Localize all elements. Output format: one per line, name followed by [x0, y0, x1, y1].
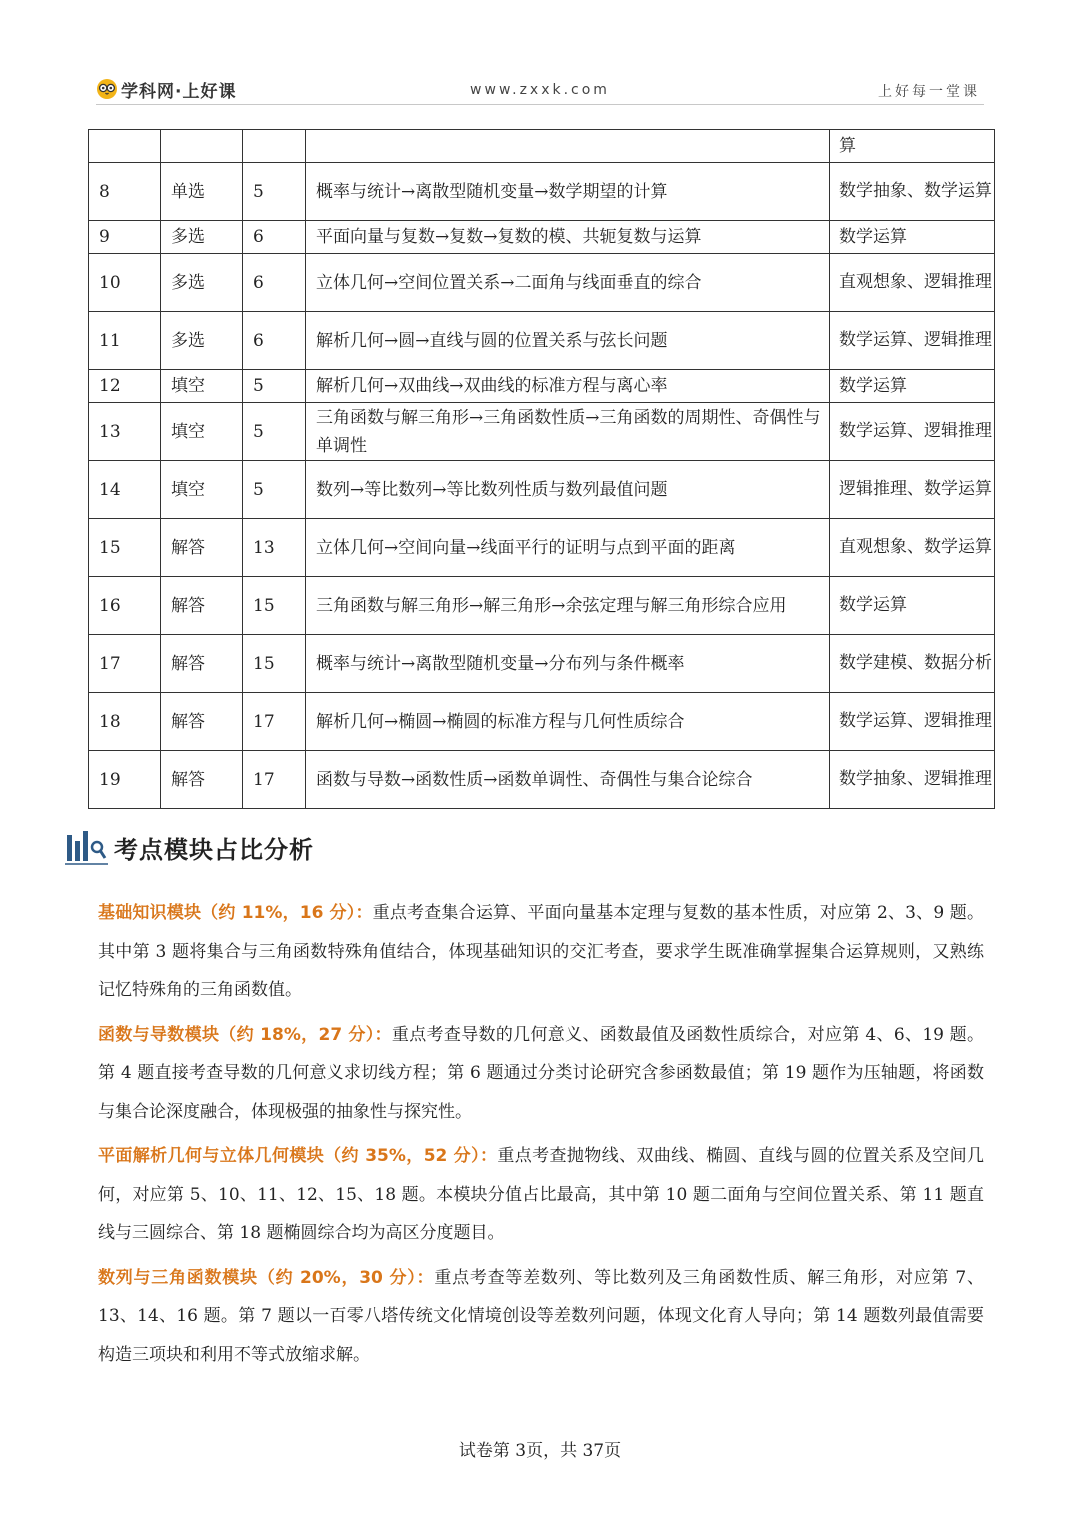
score-cell: 5	[243, 461, 306, 519]
core-competency-cell: 数学运算	[830, 221, 995, 254]
analysis-paragraph	[98, 894, 984, 1010]
paragraph-lead: 基础知识模块（约 11%，16 分）：	[98, 903, 373, 923]
table-row	[89, 693, 995, 751]
analysis-paragraph	[98, 1137, 984, 1253]
question-number-cell: 16	[89, 577, 161, 635]
score-cell	[243, 130, 306, 163]
question-type-cell: 解答	[161, 693, 243, 751]
score-cell: 6	[243, 312, 306, 370]
score-cell: 13	[243, 519, 306, 577]
question-type-cell: 填空	[161, 370, 243, 403]
question-table-body	[89, 130, 995, 809]
question-number-cell: 15	[89, 519, 161, 577]
question-number-cell: 12	[89, 370, 161, 403]
knowledge-point-cell: 函数与导数→函数性质→函数单调性、奇偶性与集合论综合	[306, 751, 830, 809]
analysis-paragraph	[98, 1016, 984, 1132]
core-competency-cell: 直观想象、逻辑推理	[830, 254, 995, 312]
core-competency-cell: 数学抽象、数学运算	[830, 163, 995, 221]
question-type-cell: 多选	[161, 254, 243, 312]
question-table	[88, 129, 995, 809]
knowledge-point-cell: 解析几何→椭圆→椭圆的标准方程与几何性质综合	[306, 693, 830, 751]
table-row	[89, 130, 995, 163]
table-row	[89, 461, 995, 519]
question-type-cell: 单选	[161, 163, 243, 221]
core-competency-cell: 直观想象、数学运算	[830, 519, 995, 577]
core-competency-cell: 数学运算、逻辑推理	[830, 693, 995, 751]
analysis-section	[98, 894, 984, 1380]
knowledge-point-cell: 数列→等比数列→等比数列性质与数列最值问题	[306, 461, 830, 519]
table-row	[89, 577, 995, 635]
score-cell: 5	[243, 163, 306, 221]
table-row	[89, 519, 995, 577]
table-row	[89, 635, 995, 693]
section-title: 考点模块占比分析	[114, 834, 314, 864]
knowledge-point-cell: 三角函数与解三角形→三角函数性质→三角函数的周期性、奇偶性与单调性	[306, 403, 830, 461]
paragraph-text: 重点考查导数的几何意义、函数最值及函数性质综合，对应第 4、6、19 题。第 4 题直接考查导数的几何意义求切线方程；第 6 题通过分类讨论研究含参函数最值；第 19 题作为压轴题，将函数与集合论深度融合，体现极强的抽象性与探究性。	[98, 1024, 985, 1122]
knowledge-point-cell: 解析几何→双曲线→双曲线的标准方程与离心率	[306, 370, 830, 403]
paragraph-lead: 函数与导数模块（约 18%，27 分）：	[98, 1024, 392, 1045]
core-competency-cell: 逻辑推理、数学运算	[830, 461, 995, 519]
paragraph-text: 重点考查等差数列、等比数列及三角函数性质、解三角形，对应第 7、13、14、16 题。第 7 题以一百零八塔传统文化情境创设等差数列问题，体现文化育人导向；第 14 题数列最值需要构造三项块和利用不等式放缩求解。	[98, 1267, 984, 1365]
question-type-cell	[161, 130, 243, 163]
question-number-cell: 17	[89, 635, 161, 693]
question-type-cell: 填空	[161, 403, 243, 461]
core-competency-cell: 数学抽象、逻辑推理	[830, 751, 995, 809]
score-cell: 5	[243, 370, 306, 403]
question-number-cell: 18	[89, 693, 161, 751]
core-competency-cell: 数学建模、数据分析	[830, 635, 995, 693]
score-cell: 5	[243, 403, 306, 461]
paragraph-lead: 数列与三角函数模块（约 20%，30 分）：	[98, 1267, 435, 1288]
score-cell: 15	[243, 577, 306, 635]
score-cell: 6	[243, 254, 306, 312]
knowledge-point-cell: 立体几何→空间位置关系→二面角与线面垂直的综合	[306, 254, 830, 312]
table-row	[89, 751, 995, 809]
question-number-cell: 11	[89, 312, 161, 370]
core-competency-cell: 数学运算	[830, 577, 995, 635]
score-cell: 17	[243, 693, 306, 751]
table-row	[89, 254, 995, 312]
core-competency-cell: 算	[830, 130, 995, 163]
question-type-cell: 多选	[161, 312, 243, 370]
question-type-cell: 解答	[161, 519, 243, 577]
question-number-cell: 9	[89, 221, 161, 254]
knowledge-point-cell: 平面向量与复数→复数→复数的模、共轭复数与运算	[306, 221, 830, 254]
question-number-cell: 19	[89, 751, 161, 809]
question-type-cell: 填空	[161, 461, 243, 519]
logo-text: 学科网·上好课	[121, 81, 237, 102]
question-type-cell: 多选	[161, 221, 243, 254]
question-type-cell: 解答	[161, 577, 243, 635]
table-row	[89, 312, 995, 370]
table-row	[89, 221, 995, 254]
score-cell: 17	[243, 751, 306, 809]
core-competency-cell: 数学运算、逻辑推理	[830, 403, 995, 461]
analysis-paragraph	[98, 1259, 984, 1375]
question-number-cell: 13	[89, 403, 161, 461]
site-url[interactable]: www.zxxk.com	[470, 82, 610, 98]
page-header	[96, 76, 984, 105]
paragraph-text: 重点考查集合运算、平面向量基本定理与复数的基本性质，对应第 2、3、9 题。其中第 3 题将集合与三角函数特殊角值结合，体现基础知识的交汇考查，要求学生既准确掌握集合运算规则，又熟练记忆特殊角的三角函数值。	[98, 903, 984, 1000]
question-number-cell	[89, 130, 161, 163]
table-row	[89, 163, 995, 221]
knowledge-point-cell: 三角函数与解三角形→解三角形→余弦定理与解三角形综合应用	[306, 577, 830, 635]
paragraph-lead: 平面解析几何与立体几何模块（约 35%，52 分）：	[98, 1146, 498, 1166]
question-type-cell: 解答	[161, 635, 243, 693]
knowledge-point-cell	[306, 130, 830, 163]
bar-chart-magnifier-icon	[64, 827, 110, 867]
page-footer: 试卷第 3页，共 37页	[458, 1441, 622, 1461]
table-row	[89, 370, 995, 403]
score-cell: 15	[243, 635, 306, 693]
knowledge-point-cell: 概率与统计→离散型随机变量→数学期望的计算	[306, 163, 830, 221]
core-competency-cell: 数学运算、逻辑推理	[830, 312, 995, 370]
knowledge-point-cell: 解析几何→圆→直线与圆的位置关系与弦长问题	[306, 312, 830, 370]
header-slogan: 上好每一堂课	[878, 84, 980, 100]
question-number-cell: 14	[89, 461, 161, 519]
table-row	[89, 403, 995, 461]
section-header	[64, 826, 314, 868]
paragraph-text: 重点考查抛物线、双曲线、椭圆、直线与圆的位置关系及空间几何，对应第 5、10、11、12、15、18 题。本模块分值占比最高，其中第 10 题二面角与空间位置关系、第 11 题直线与三圆综合、第 18 题椭圆综合均为高区分度题目。	[98, 1146, 984, 1243]
question-type-cell: 解答	[161, 751, 243, 809]
knowledge-point-cell: 概率与统计→离散型随机变量→分布列与条件概率	[306, 635, 830, 693]
question-number-cell: 10	[89, 254, 161, 312]
core-competency-cell: 数学运算	[830, 370, 995, 403]
question-number-cell: 8	[89, 163, 161, 221]
score-cell: 6	[243, 221, 306, 254]
knowledge-point-cell: 立体几何→空间向量→线面平行的证明与点到平面的距离	[306, 519, 830, 577]
